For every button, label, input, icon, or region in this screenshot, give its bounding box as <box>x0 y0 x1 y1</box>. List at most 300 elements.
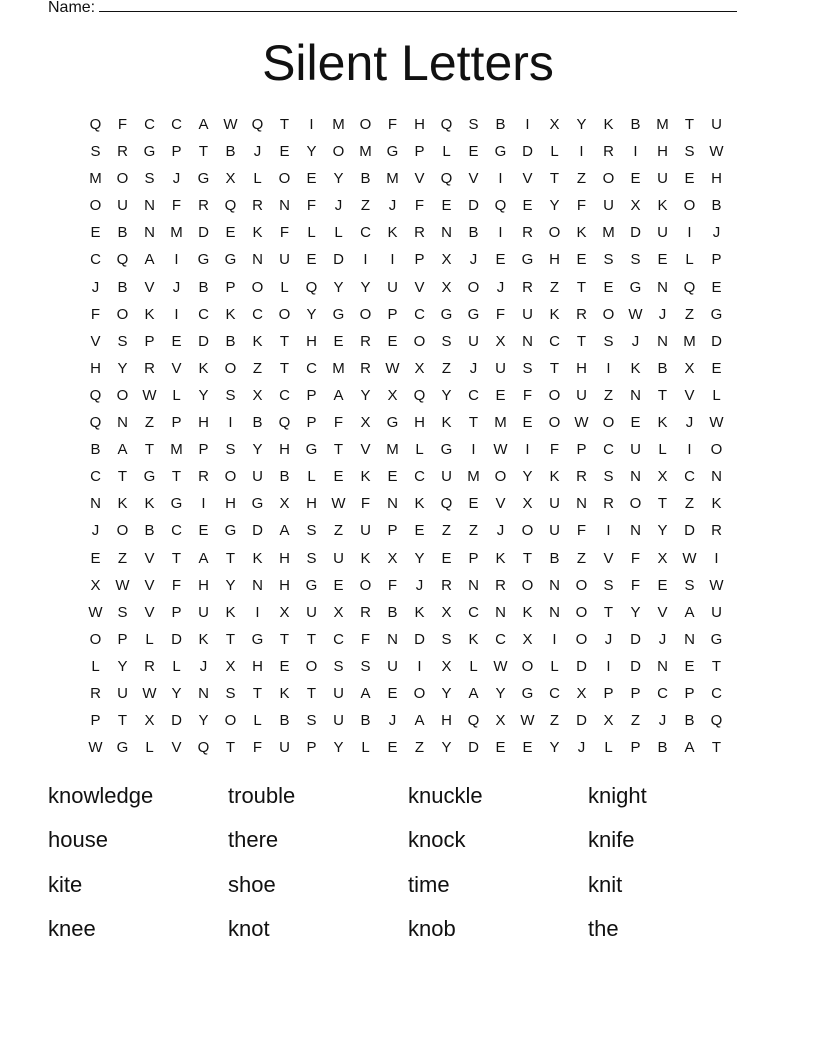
grid-cell: S <box>441 630 452 648</box>
grid-cell: V <box>144 603 155 621</box>
grid-cell: H <box>198 576 209 594</box>
grid-cell: Z <box>684 305 695 323</box>
grid-cell: A <box>198 116 209 133</box>
grid-cell: E <box>495 386 506 404</box>
grid-cell: X <box>333 603 344 621</box>
grid-cell: W <box>88 603 103 621</box>
grid-row <box>82 409 730 436</box>
grid-cell: T <box>468 414 479 432</box>
grid-cell: Y <box>414 549 425 567</box>
grid-cell: W <box>628 305 643 323</box>
grid-row <box>82 246 730 273</box>
grid-cell: D <box>522 143 533 161</box>
grid-row <box>82 355 730 382</box>
grid-cell: G <box>440 305 453 323</box>
grid-cell: B <box>711 197 722 215</box>
grid-cell: P <box>90 712 101 730</box>
grid-cell: F <box>279 224 290 242</box>
grid-cell: N <box>387 630 398 648</box>
grid-cell: N <box>279 197 290 215</box>
grid-cell: U <box>333 549 344 567</box>
grid-cell: K <box>603 116 614 133</box>
grid-cell: M <box>332 116 345 133</box>
grid-cell: J <box>388 197 397 215</box>
grid-cell: F <box>333 414 344 432</box>
grid-cell: W <box>682 549 697 567</box>
grid-cell: X <box>495 332 506 350</box>
grid-cell: A <box>414 712 425 730</box>
grid-cell: O <box>602 305 615 323</box>
grid-cell: I <box>687 224 692 242</box>
word-list-item: knight <box>588 783 647 808</box>
grid-cell: U <box>252 468 263 486</box>
grid-cell: N <box>549 603 560 621</box>
grid-cell: K <box>657 197 668 215</box>
grid-cell: Y <box>117 657 128 675</box>
grid-cell: K <box>468 630 479 648</box>
grid-cell: S <box>306 522 317 540</box>
grid-cell: G <box>332 305 345 323</box>
grid-cell: C <box>360 224 371 242</box>
grid-cell: Z <box>414 739 425 757</box>
grid-cell: V <box>684 386 695 404</box>
grid-row <box>82 111 730 138</box>
grid-cell: S <box>603 576 614 594</box>
grid-cell: K <box>549 305 560 323</box>
grid-cell: C <box>603 441 614 459</box>
page-title: Silent Letters <box>262 35 554 91</box>
grid-cell: X <box>441 603 452 621</box>
grid-cell: A <box>333 386 344 404</box>
word-list-item: knowledge <box>48 783 154 808</box>
grid-row <box>82 734 730 761</box>
grid-cell: N <box>468 576 479 594</box>
grid-cell: F <box>630 576 641 594</box>
grid-cell: E <box>522 414 533 432</box>
grid-cell: S <box>441 332 452 350</box>
grid-cell: Y <box>630 603 641 621</box>
grid-cell: O <box>494 468 507 486</box>
grid-cell: U <box>549 522 560 540</box>
grid-cell: Y <box>198 712 209 730</box>
grid-cell: N <box>495 603 506 621</box>
grid-cell: T <box>549 170 560 188</box>
grid-cell: F <box>414 197 425 215</box>
grid-cell: P <box>306 386 317 404</box>
grid-cell: O <box>413 684 426 702</box>
grid-cell: M <box>386 441 399 459</box>
grid-cell: I <box>174 305 179 323</box>
grid-cell: Q <box>440 116 453 133</box>
grid-cell: C <box>657 684 668 702</box>
grid-cell: T <box>225 739 236 757</box>
grid-cell: W <box>115 576 130 594</box>
grid-cell: Q <box>440 170 453 188</box>
grid-cell: Z <box>441 522 452 540</box>
grid-cell: F <box>360 630 371 648</box>
grid-cell: G <box>305 576 318 594</box>
grid-cell: N <box>576 495 587 513</box>
grid-cell: B <box>657 739 668 757</box>
grid-cell: Y <box>333 170 344 188</box>
grid-cell: X <box>657 468 668 486</box>
grid-cell: L <box>550 143 559 161</box>
grid-cell: C <box>90 468 101 486</box>
grid-cell: E <box>171 332 182 350</box>
grid-cell: E <box>387 332 398 350</box>
grid-row <box>82 192 730 219</box>
grid-cell: F <box>306 197 317 215</box>
grid-cell: N <box>684 630 695 648</box>
grid-cell: Y <box>333 739 344 757</box>
grid-cell: G <box>494 143 507 161</box>
grid-cell: P <box>306 739 317 757</box>
grid-cell: G <box>521 251 534 269</box>
word-list-item: knot <box>228 915 270 941</box>
grid-cell: G <box>440 441 453 459</box>
grid-cell: S <box>306 549 317 567</box>
grid-cell: Z <box>144 414 155 432</box>
grid-cell: K <box>279 684 290 702</box>
grid-cell: O <box>89 630 102 648</box>
grid-cell: D <box>414 630 425 648</box>
grid-cell: P <box>603 684 614 702</box>
grid-cell: D <box>252 522 263 540</box>
grid-cell: W <box>520 712 535 730</box>
grid-cell: J <box>199 657 208 675</box>
grid-cell: Q <box>197 739 210 757</box>
grid-cell: C <box>306 359 317 377</box>
grid-cell: E <box>576 251 587 269</box>
grid-cell: F <box>576 197 587 215</box>
grid-cell: R <box>711 522 722 540</box>
grid-cell: O <box>575 630 588 648</box>
grid-cell: T <box>684 116 695 133</box>
grid-cell: Y <box>171 684 182 702</box>
grid-cell: E <box>684 170 695 188</box>
grid-cell: N <box>144 197 155 215</box>
grid-row <box>82 707 730 734</box>
grid-cell: M <box>602 224 615 242</box>
grid-cell: N <box>549 576 560 594</box>
grid-cell: K <box>522 603 533 621</box>
grid-cell: W <box>709 576 724 594</box>
grid-cell: F <box>387 576 398 594</box>
grid-cell: P <box>144 332 155 350</box>
grid-cell: U <box>117 684 128 702</box>
grid-cell: R <box>144 657 155 675</box>
grid-cell: K <box>441 414 452 432</box>
grid-cell: W <box>493 657 508 675</box>
grid-cell: Z <box>252 359 263 377</box>
grid-cell: O <box>224 359 237 377</box>
grid-row <box>82 219 730 246</box>
grid-cell: J <box>415 576 424 594</box>
grid-cell: Z <box>603 386 614 404</box>
word-list-item: shoe <box>228 871 276 897</box>
grid-cell: G <box>143 143 156 161</box>
grid-cell: F <box>90 305 101 323</box>
grid-cell: E <box>225 224 236 242</box>
grid-cell: E <box>279 657 290 675</box>
grid-cell: O <box>521 576 534 594</box>
grid-cell: I <box>417 657 422 675</box>
grid-cell: J <box>658 630 667 648</box>
word-list-item: there <box>228 827 279 853</box>
grid-cell: R <box>522 278 533 296</box>
word-list-item: knob <box>408 915 456 941</box>
grid-cell: F <box>549 441 560 459</box>
grid-cell: C <box>333 630 344 648</box>
grid-cell: Z <box>576 170 587 188</box>
grid-cell: O <box>602 414 615 432</box>
grid-cell: M <box>170 441 183 459</box>
grid-row <box>82 517 730 544</box>
grid-cell: H <box>657 143 668 161</box>
word-list-item: time <box>408 871 450 897</box>
grid-cell: T <box>576 332 587 350</box>
grid-cell: Y <box>549 739 560 757</box>
grid-cell: I <box>228 414 233 432</box>
grid-cell: T <box>225 549 236 567</box>
grid-cell: R <box>414 224 425 242</box>
grid-cell: I <box>606 657 611 675</box>
grid-cell: M <box>683 332 696 350</box>
grid-cell: R <box>198 468 209 486</box>
grid-cell: U <box>549 495 560 513</box>
grid-cell: D <box>576 657 587 675</box>
grid-cell: U <box>657 224 668 242</box>
grid-cell: Y <box>657 522 668 540</box>
grid-cell: Y <box>117 359 128 377</box>
grid-cell: K <box>252 549 263 567</box>
grid-cell: U <box>279 251 290 269</box>
grid-cell: Z <box>684 495 695 513</box>
grid-row <box>82 572 730 599</box>
grid-row <box>82 463 730 490</box>
grid-cell: L <box>280 278 289 296</box>
grid-cell: K <box>225 305 236 323</box>
grid-cell: W <box>88 739 103 757</box>
grid-cell: R <box>495 576 506 594</box>
grid-cell: J <box>631 332 640 350</box>
grid-cell: I <box>390 251 395 269</box>
grid-cell: T <box>306 684 317 702</box>
grid-cell: A <box>198 549 209 567</box>
grid-cell: H <box>441 712 452 730</box>
grid-cell: B <box>225 143 236 161</box>
grid-cell: D <box>576 712 587 730</box>
grid-cell: Y <box>441 684 452 702</box>
grid-cell: I <box>687 441 692 459</box>
grid-cell: U <box>441 468 452 486</box>
grid-cell: X <box>225 657 236 675</box>
grid-cell: R <box>522 224 533 242</box>
grid-cell: B <box>657 359 668 377</box>
grid-cell: E <box>90 549 101 567</box>
grid-cell: I <box>498 170 503 188</box>
grid-cell: Q <box>224 197 237 215</box>
grid-cell: O <box>278 305 291 323</box>
grid-cell: I <box>309 116 314 133</box>
grid-cell: X <box>495 712 506 730</box>
grid-cell: T <box>576 278 587 296</box>
grid-cell: L <box>658 441 667 459</box>
grid-cell: N <box>90 495 101 513</box>
word-list-item: knuckle <box>408 783 483 808</box>
grid-cell: I <box>606 359 611 377</box>
grid-cell: W <box>574 414 589 432</box>
grid-cell: P <box>198 441 209 459</box>
word-list-item: knee <box>48 915 96 941</box>
grid-cell: P <box>387 305 398 323</box>
grid-cell: G <box>197 251 210 269</box>
grid-cell: A <box>684 603 695 621</box>
grid-cell: G <box>143 468 156 486</box>
grid-cell: J <box>388 712 397 730</box>
grid-cell: K <box>198 359 209 377</box>
grid-cell: J <box>469 251 478 269</box>
grid-cell: X <box>252 386 263 404</box>
grid-cell: M <box>656 116 669 133</box>
grid-cell: J <box>604 630 613 648</box>
name-label: Name: <box>48 0 96 16</box>
grid-cell: R <box>576 305 587 323</box>
grid-cell: X <box>630 197 641 215</box>
grid-cell: F <box>117 116 128 133</box>
grid-cell: S <box>306 712 317 730</box>
grid-cell: L <box>253 712 262 730</box>
grid-cell: G <box>710 630 723 648</box>
grid-cell: N <box>657 332 668 350</box>
grid-cell: X <box>684 359 695 377</box>
grid-cell: U <box>711 116 722 133</box>
grid-cell: M <box>467 468 480 486</box>
grid-cell: G <box>224 251 237 269</box>
grid-cell: K <box>144 305 155 323</box>
grid-cell: W <box>331 495 346 513</box>
grid-cell: L <box>442 143 451 161</box>
grid-cell: Y <box>306 143 317 161</box>
grid-cell: S <box>603 468 614 486</box>
grid-cell: G <box>305 441 318 459</box>
grid-cell: N <box>198 684 209 702</box>
letter-grid <box>82 111 730 761</box>
grid-cell: O <box>116 386 129 404</box>
grid-cell: H <box>90 359 101 377</box>
grid-cell: H <box>279 576 290 594</box>
grid-cell: B <box>360 712 371 730</box>
grid-cell: Y <box>252 441 263 459</box>
grid-cell: N <box>630 386 641 404</box>
grid-cell: N <box>252 576 263 594</box>
grid-cell: W <box>223 116 238 133</box>
grid-cell: I <box>552 630 557 648</box>
grid-cell: T <box>279 359 290 377</box>
grid-cell: R <box>360 332 371 350</box>
name-field <box>48 0 737 17</box>
grid-cell: P <box>630 739 641 757</box>
grid-cell: T <box>171 468 182 486</box>
grid-cell: O <box>575 576 588 594</box>
grid-cell: J <box>496 278 505 296</box>
grid-cell: B <box>144 522 155 540</box>
grid-cell: U <box>630 441 641 459</box>
grid-cell: E <box>522 739 533 757</box>
grid-cell: Q <box>89 414 102 432</box>
grid-cell: T <box>657 386 668 404</box>
grid-cell: E <box>387 739 398 757</box>
grid-cell: E <box>603 278 614 296</box>
grid-cell: G <box>386 143 399 161</box>
grid-cell: Q <box>305 278 318 296</box>
grid-cell: G <box>386 414 399 432</box>
grid-cell: U <box>387 657 398 675</box>
grid-cell: D <box>468 197 479 215</box>
grid-cell: S <box>90 143 101 161</box>
grid-cell: O <box>305 657 318 675</box>
grid-cell: N <box>441 224 452 242</box>
grid-cell: N <box>630 522 641 540</box>
grid-cell: X <box>576 684 587 702</box>
grid-cell: R <box>198 197 209 215</box>
grid-cell: C <box>279 386 290 404</box>
grid-cell: L <box>91 657 100 675</box>
grid-cell: A <box>117 441 128 459</box>
grid-cell: L <box>550 657 559 675</box>
grid-cell: L <box>334 224 343 242</box>
grid-cell: Y <box>576 116 587 133</box>
grid-cell: O <box>521 657 534 675</box>
grid-cell: T <box>657 495 668 513</box>
grid-cell: H <box>279 441 290 459</box>
grid-cell: E <box>333 576 344 594</box>
grid-cell: P <box>468 549 479 567</box>
grid-cell: H <box>279 549 290 567</box>
grid-cell: I <box>471 441 476 459</box>
grid-cell: L <box>307 468 316 486</box>
grid-cell: E <box>657 576 668 594</box>
grid-cell: Y <box>549 197 560 215</box>
grid-cell: J <box>577 739 586 757</box>
grid-cell: L <box>604 739 613 757</box>
grid-cell: C <box>144 116 155 133</box>
grid-cell: J <box>658 305 667 323</box>
grid-cell: G <box>251 630 264 648</box>
grid-cell: S <box>117 332 128 350</box>
grid-cell: D <box>684 522 695 540</box>
grid-cell: E <box>495 739 506 757</box>
grid-cell: L <box>469 657 478 675</box>
grid-cell: O <box>683 197 696 215</box>
grid-cell: P <box>684 684 695 702</box>
grid-cell: M <box>494 414 507 432</box>
grid-cell: R <box>603 495 614 513</box>
grid-cell: M <box>332 359 345 377</box>
grid-cell: D <box>630 657 641 675</box>
grid-cell: F <box>171 197 182 215</box>
grid-cell: C <box>198 305 209 323</box>
grid-cell: Z <box>630 712 641 730</box>
grid-cell: D <box>630 630 641 648</box>
grid-cell: H <box>414 414 425 432</box>
grid-cell: N <box>657 278 668 296</box>
grid-cell: L <box>145 739 154 757</box>
grid-cell: Z <box>333 522 344 540</box>
grid-cell: V <box>603 549 614 567</box>
grid-row <box>82 382 730 409</box>
grid-cell: L <box>145 630 154 648</box>
